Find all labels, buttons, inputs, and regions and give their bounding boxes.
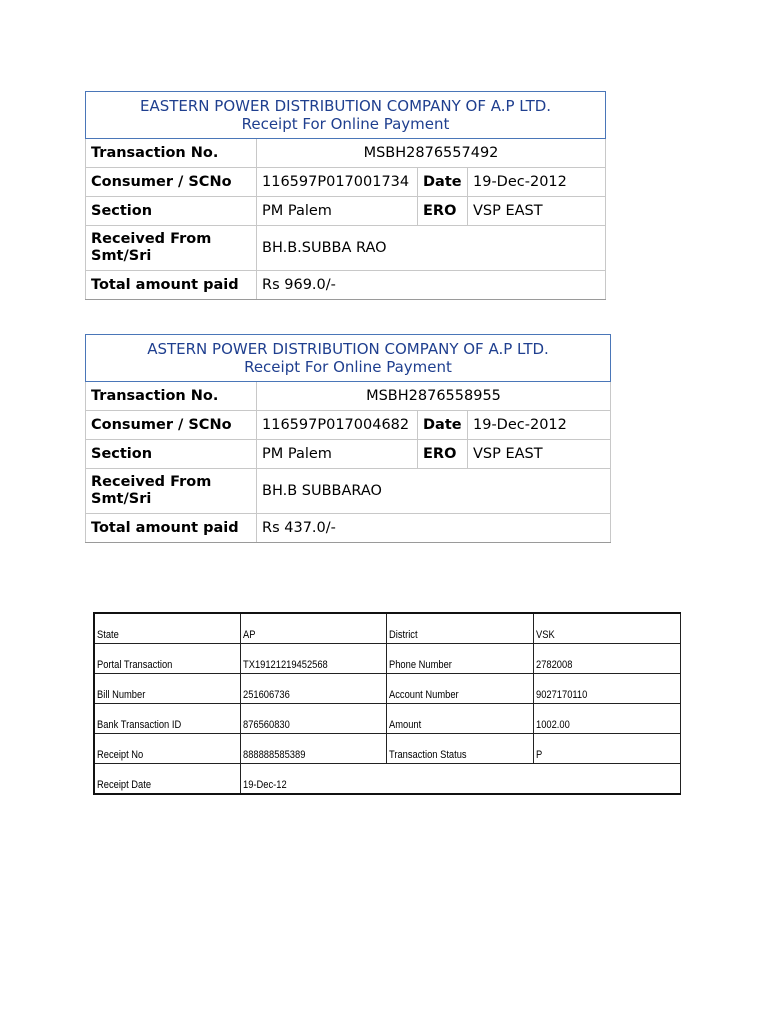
- consumer-label: Consumer / SCNo: [86, 168, 257, 197]
- receipt-header: [86, 92, 606, 139]
- receipt-date-label: Receipt Date: [94, 764, 240, 795]
- company-name: EASTERN POWER DISTRIBUTION COMPANY OF A.P LTD.: [139, 97, 552, 115]
- received-from-value: BH.B.SUBBA RAO: [257, 226, 606, 271]
- transaction-status-label: Transaction Status: [386, 734, 533, 764]
- section-label: Section: [86, 440, 257, 469]
- portal-transaction-value: TX19121219452568: [240, 644, 386, 674]
- portal-transaction-table: [93, 612, 681, 795]
- district-value: VSK: [533, 613, 680, 644]
- section-value: PM Palem: [257, 197, 418, 226]
- company-name: ASTERN POWER DISTRIBUTION COMPANY OF A.P LTD.: [147, 340, 549, 358]
- receipt-subtitle: Receipt For Online Payment: [244, 358, 452, 376]
- date-value: 19-Dec-2012: [468, 411, 611, 440]
- received-label-line1: Received From: [91, 474, 212, 490]
- portal-transaction-label: Portal Transaction: [94, 644, 240, 674]
- ero-label: ERO: [418, 440, 468, 469]
- transaction-label: Transaction No.: [86, 139, 257, 168]
- section-label: Section: [86, 197, 257, 226]
- received-label-line2: Smt/Sri: [91, 491, 152, 507]
- account-number-label: Account Number: [386, 674, 533, 704]
- date-label: Date: [418, 411, 468, 440]
- receipt-subtitle: Receipt For Online Payment: [241, 115, 450, 133]
- date-value: 19-Dec-2012: [468, 168, 606, 197]
- receipt-date-value: 19-Dec-12: [240, 764, 680, 795]
- total-value: Rs 437.0/-: [257, 514, 611, 543]
- section-value: PM Palem: [257, 440, 418, 469]
- consumer-value: 116597P017004682: [257, 411, 418, 440]
- district-label: District: [386, 613, 533, 644]
- received-label-line2: Smt/Sri: [91, 248, 152, 264]
- bill-number-value: 251606736: [240, 674, 386, 704]
- receipt-table-2: [85, 334, 611, 543]
- receipt-header: [86, 335, 611, 382]
- ero-value: VSP EAST: [468, 440, 611, 469]
- bank-transaction-value: 876560830: [240, 704, 386, 734]
- bank-transaction-label: Bank Transaction ID: [94, 704, 240, 734]
- phone-value: 2782008: [533, 644, 680, 674]
- received-from-label: [86, 226, 257, 271]
- date-label: Date: [418, 168, 468, 197]
- ero-value: VSP EAST: [468, 197, 606, 226]
- received-from-label: [86, 469, 257, 514]
- total-label: Total amount paid: [86, 514, 257, 543]
- amount-value: 1002.00: [533, 704, 680, 734]
- state-label: State: [94, 613, 240, 644]
- state-value: AP: [240, 613, 386, 644]
- total-value: Rs 969.0/-: [257, 271, 606, 300]
- transaction-value: MSBH2876557492: [257, 139, 606, 168]
- transaction-value: MSBH2876558955: [257, 382, 611, 411]
- consumer-label: Consumer / SCNo: [86, 411, 257, 440]
- receipt-table-1: [85, 91, 606, 300]
- phone-label: Phone Number: [386, 644, 533, 674]
- bill-number-label: Bill Number: [94, 674, 240, 704]
- transaction-label: Transaction No.: [86, 382, 257, 411]
- ero-label: ERO: [418, 197, 468, 226]
- receipt-no-value: 888888585389: [240, 734, 386, 764]
- receipt-no-label: Receipt No: [94, 734, 240, 764]
- total-label: Total amount paid: [86, 271, 257, 300]
- account-number-value: 9027170110: [533, 674, 680, 704]
- received-label-line1: Received From: [91, 231, 212, 247]
- amount-label: Amount: [386, 704, 533, 734]
- consumer-value: 116597P017001734: [257, 168, 418, 197]
- transaction-status-value: P: [533, 734, 680, 764]
- received-from-value: BH.B SUBBARAO: [257, 469, 611, 514]
